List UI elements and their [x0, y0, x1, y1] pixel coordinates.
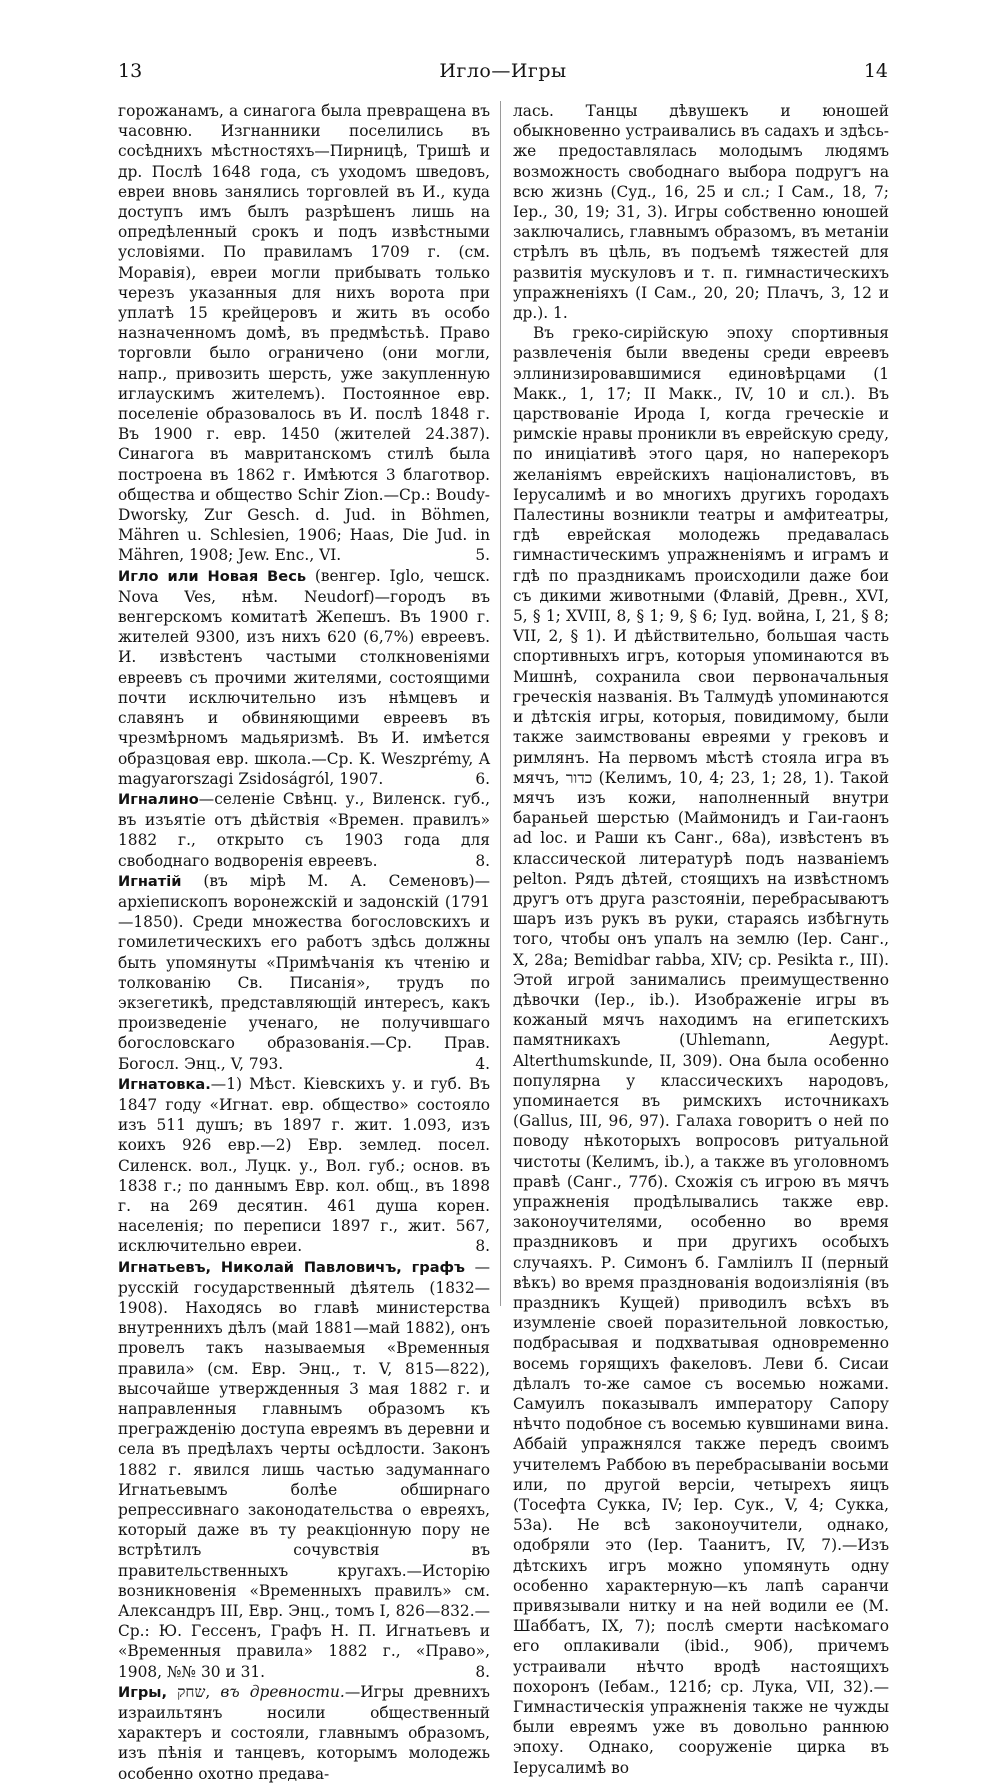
- hebrew-term: שחק,: [167, 1682, 211, 1701]
- author-signature: 6.: [475, 769, 490, 788]
- running-title: Игло—Игры: [439, 60, 567, 82]
- entry-ignatovka: [118, 1074, 490, 1257]
- entry-text: лась. Танцы дѣвушекъ и юношей обыкновенно устраивались въ садахъ и здѣсь-же предоставлялась молодымъ людямъ возможность свободнаго выбора подругъ на всю жизнь (Суд., 16, 25 и сл.; I Сам., 18, 7; Іер., 30, 19; 31, 3). Игры собственно юношей заключались, главнымъ образомъ, въ метаніи стрѣлъ въ цѣль, въ подъемѣ тяжестей для развитія мускуловъ и т. п. гимнастическихъ упражненіяхъ (I Сам., 20, 20; Плачъ, 3, 12 и др.).: [513, 102, 889, 323]
- author-signature: 4.: [475, 1054, 490, 1073]
- entry-headword: Игналино: [118, 790, 199, 808]
- page-header: [118, 60, 888, 86]
- right-column: [513, 101, 889, 1777]
- page-number-right: 14: [863, 60, 888, 82]
- author-signature: 5.: [475, 546, 490, 565]
- entry-headword: Игры,: [118, 1683, 168, 1701]
- entry-text: горожанамъ, а синагога была превращена въ часовню. Изгнанники поселились въ сосѣднихъ мѣстностяхъ—Пирницѣ, Тришѣ и др. Послѣ 1648 года, съ уходомъ шведовъ, евреи вновь занялись торговлей въ И., куда доступъ имъ былъ разрѣшенъ лишь на опредѣленный срокъ и подъ извѣстными условіями. По правиламъ 1709 г. (см. Моравія), евреи могли прибывать только черезъ указанныя для нихъ ворота при уплатѣ 15 крейцеровъ и жить въ особо назначенномъ домѣ, въ предмѣстьѣ. Право торговли было ограничено (они могли, напр., привозить шерсть, уже закупленную иглаускимъ жителемъ). Постоянное евр. поселеніе образовалось въ И. послѣ 1848 г. Въ 1900 г. евр. 1450 (жителей 24.387). Синагога въ мавританскомъ стилѣ была построена въ 1862 г. Имѣются 3 благотвор. общества и общество Schir Zion.—Ср.: Boudy-Dworsky, Zur Gesch. d. Jud. in Böhmen, Mähren u. Schlesien, 1906; Haas, Die Jud. in Mähren, 1908; Jew. Enc., VI.: [118, 102, 490, 565]
- author-signature: 8.: [475, 1662, 490, 1681]
- entry-text: — русскій государственный дѣятель (1832—1908). Находясь во главѣ министерства внутреннихъ дѣлъ (май 1881—май 1882), онъ провелъ такъ называемыя «Временныя правила» (см. Евр. Энц., т. V, 815—822), высочайше утвержденныя 3 мая 1882 г. и направленныя главнымъ образомъ къ преграждeнію доступа евреямъ въ деревни и села въ предѣлахъ черты осѣдлости. Законъ 1882 г. явился лишь частью задуманнаго Игнатьевымъ болѣе обширнаго репрессивнаго законодательства о евреяхъ, который даже въ ту реакціонную пору не встрѣтилъ сочувствія въ правительственныхъ кругахъ.—Исторію возникновенія «Временныхъ правилъ» см. Александръ III, Евр. Энц., томъ I, 826—832.—Ср.: Ю. Гессенъ, Графъ Н. П. Игнатьевъ и «Временныя правила» 1882 г., «Право», 1908, №№ 30 и 31.: [118, 1257, 490, 1681]
- entry-ignatiy: [118, 871, 490, 1074]
- entry-paragraph: [513, 323, 889, 1778]
- entry-subtitle: въ древности.: [210, 1682, 345, 1701]
- entry-headword: Игнатьевъ, Николай Павловичъ, графъ: [118, 1258, 465, 1276]
- entry-text: (въ мірѣ М. А. Семеновъ)—архіепископъ воронежскій и задонскій (1791—1850). Среди множества богословскихъ и гомилетическихъ его работъ здѣсь должны быть упомянуты «Примѣчанія къ чтенію и толкованію Св. Писанія», трудъ по экзегетикѣ, представляющій интересъ, какъ произведеніе ученаго, не получившаго богословскаго образованія.—Ср. Прав. Богосл. Энц., V, 793.: [118, 871, 490, 1073]
- author-signature: 1.: [553, 304, 568, 323]
- entry-iglo-novaya-ves: [118, 566, 490, 789]
- entry-continuation: [118, 101, 490, 566]
- entry-text: —селеніе Свѣнц. у., Виленск. губ., въ изъятіе отъ дѣйствія «Времен. правилъ» 1882 г., открыто съ 1903 года для свободнаго водворенія евреевъ.: [118, 789, 490, 870]
- entry-ignalino: [118, 789, 490, 871]
- entry-text: —Игры древнихъ израильтянъ носили общественный характеръ и состояли, главнымъ образомъ, изъ пѣнія и танцевъ, которымъ молодежь особенно охотно предава-: [118, 1682, 490, 1783]
- entry-ignatiev: [118, 1257, 490, 1682]
- author-signature: 8.: [475, 1237, 490, 1256]
- entry-headword: Игло или Новая Весь: [118, 567, 307, 585]
- entry-igry: [118, 1682, 490, 1784]
- left-column: [118, 101, 490, 1783]
- entry-headword: Игнатій: [118, 872, 182, 890]
- entry-text: —1) Мѣст. Кіевскихъ у. и губ. Въ 1847 году «Игнат. евр. общество» состояло изъ 511 душъ; въ 1897 г. жит. 1.093, изъ коихъ 926 евр.—2) Евр. землед. посел. Силенск. вол., Луцк. у., Вол. губ.; основ. въ 1838 г.; по даннымъ Евр. кол. общ., въ 1898 г. на 269 десятин. 461 душа корен. населенія; по переписи 1897 г., жит. 567, исключительно евреи.: [118, 1074, 490, 1256]
- page-number-left: 13: [118, 60, 143, 82]
- column-divider: [500, 101, 501, 1306]
- entry-continuation: [513, 101, 889, 323]
- entry-headword: Игнатовка.: [118, 1075, 211, 1093]
- entry-text: Въ греко-сирійскую эпоху спортивныя развлеченія были введены среди евреевъ эллинизировавшимися единовѣрцами (1 Макк., 1, 17; II Макк., IV, 10 и сл.). Въ царствованіе Ирода I, когда греческіе и римскіе нравы проникли въ еврейскую среду, по иниціативѣ этого царя, но наперекоръ желаніямъ еврейскихъ націоналистовъ, въ Іерусалимѣ и во многихъ другихъ городахъ Палестины возникли театры и амфитеатры, гдѣ еврейская молодежь предавалась гимнастическимъ упражненіямъ и играмъ и гдѣ по праздникамъ происходили даже бои съ дикими животными (Флавій, Древн., XVI, 5, § 1; XVIII, 8, § 1; 9, § 6; Іуд. война, I, 21, § 8; VII, 2, § 1). И дѣйствительно, большая часть спортивныхъ игръ, которыя упоминаются въ Мишнѣ, сохранила свои первоначальныя греческія названія. Въ Талмудѣ упоминаются и дѣтскія игры, которыя, повидимому, были также заимствованы евреями у грековъ и римлянъ. На первомъ мѣстѣ стояла игра въ мячъ, כדור (Келимъ, 10, 4; 23, 1; 28, 1). Такой мячъ изъ кожи, наполненный внутри бараньей шерстью (Маймонидъ и Гаи-гаонъ ad loc. и Раши къ Санг., 68a), извѣстенъ въ классической литературѣ подъ названіемъ pelton. Рядъ дѣтей, стоящихъ на извѣстномъ другъ отъ друга разстояніи, перебрасываютъ шаръ изъ рукъ въ руки, стараясь избѣгнуть того, чтобы онъ упалъ на землю (Іер. Санг., X, 28a; Bemidbar rabba, XIV; ср. Pesikta r., III). Этой игрой занимались преимущественно дѣвочки (Іер., ib.). Изображеніе игры въ кожаный мячъ находимъ на египетскихъ памятникахъ (Uhlemann, Aegypt. Alterthumskunde, II, 309). Она была особенно популярна у классическихъ народовъ, упоминается въ римскихъ источникахъ (Gallus, III, 96, 97). Галаха говоритъ о ней по поводу нѣкоторыхъ вопросовъ ритуальной чистоты (Келимъ, ib.), а также въ уголовномъ правѣ (Санг., 77б). Схожія съ игрою въ мячъ упражненія продѣлывались также евр. законоучителями, особенно во время праздниковъ и при другихъ особыхъ случаяхъ. Р. Симонъ б. Гамліилъ II (перный вѣкъ) во время празднованія водоизліянія (въ праздникъ Кущей) приводилъ всѣхъ въ изумленіе своей поразительной ловкостью, подбрасывая и подхватывая одновременно восемь горящихъ факеловъ. Леви б. Сисаи дѣлалъ то-же самое съ восемью ножами. Самуилъ показывалъ императору Сапору нѣчто подобное съ восемью кувшинами вина. Аббаій упражнялся также передъ своимъ учителемъ Раббою въ перебрасываніи восьми или, по другой версіи, четырехъ яицъ (Тосефта Сукка, IV; Іер. Сук., V, 4; Сукка, 53a). Не всѣ законоучители, однако, одобряли это (Іер. Таанитъ, IV, 7).—Изъ дѣтскихъ игръ можно упомянуть одну особенно характерную—къ лапѣ саранчи привязывали нитку и на ней водили ее (М. Шаббатъ, IX, 7); послѣ смерти насѣкомаго его оплакивали (ibid., 90б), причемъ устраивали нѣчто вродѣ настоящихъ похоронъ (Іебам., 121б; ср. Лука, VII, 32).—Гимнастическія упражненія также не чужды были евреямъ уже въ довольно раннюю эпоху. Однако, сооруженіе цирка въ Іерусалимѣ во: [513, 324, 889, 1777]
- author-signature: 8.: [475, 851, 490, 870]
- entry-text: (венгер. Iglo, чешск. Nova Ves, нѣм. Neudorf)—городъ въ венгерскомъ комитатѣ Жепешъ. Въ 1900 г. жителей 9300, изъ нихъ 620 (6,7%) евреевъ. И. извѣстенъ частыми столкновеніями евреевъ съ прочими жителями, состоящими почти исключительно изъ нѣмцевъ и славянъ и обвиняющими евреевъ въ чрезмѣрномъ мадьяризмѣ. Въ И. имѣется образцовая евр. школа.—Ср. К. Weszprémy, A magyarorszagi Zsidoságról, 1907.: [118, 566, 490, 788]
